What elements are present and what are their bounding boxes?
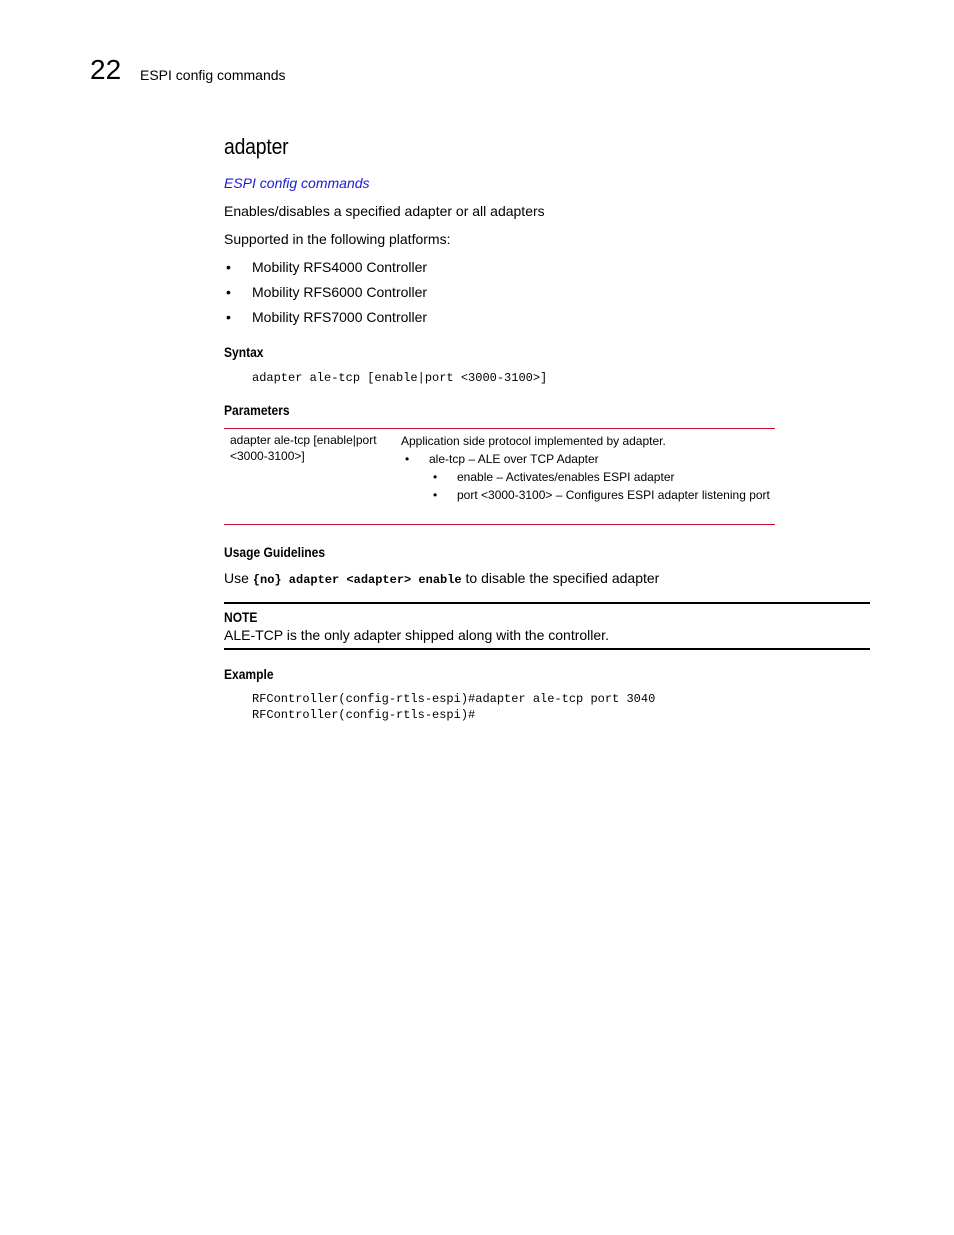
- list-item: [401, 450, 771, 468]
- bullet-text: port <3000-3100> – Configures ESPI adapter listening port: [457, 488, 770, 502]
- parameters-heading: Parameters: [224, 402, 290, 418]
- syntax-code: adapter ale-tcp [enable|port <3000-3100>]: [252, 371, 548, 385]
- example-heading: Example: [224, 666, 274, 682]
- list-item: • Mobility RFS7000 Controller: [224, 308, 427, 333]
- example-code-line: RFController(config-rtls-espi)#adapter ale-tcp port 3040: [252, 692, 656, 706]
- parameters-table: [224, 428, 775, 525]
- bullet-glyph: •: [433, 470, 438, 484]
- note-label: NOTE: [224, 609, 258, 625]
- example-code-line: RFController(config-rtls-espi)#: [252, 708, 476, 722]
- usage-suffix: to disable the specified adapter: [465, 570, 660, 586]
- parameter-description-cell: [401, 432, 771, 503]
- note-box: [224, 602, 870, 650]
- bullet-text: enable – Activates/enables ESPI adapter: [457, 470, 675, 484]
- usage-text: [224, 569, 659, 589]
- parameter-name-line: adapter ale-tcp [enable|port: [230, 433, 377, 447]
- parameter-description: Application side protocol implemented by adapter.: [401, 434, 666, 448]
- usage-heading: Usage Guidelines: [224, 544, 326, 560]
- platforms-intro: Supported in the following platforms:: [224, 231, 451, 247]
- note-text: ALE-TCP is the only adapter shipped along with the controller.: [224, 627, 609, 643]
- command-description: Enables/disables a specified adapter or all adapters: [224, 203, 545, 219]
- syntax-heading: Syntax: [224, 344, 264, 360]
- chapter-number: 22: [90, 54, 122, 85]
- usage-code: {no} adapter <adapter> enable: [252, 573, 462, 587]
- chapter-title: ESPI config commands: [140, 67, 286, 83]
- list-item: [401, 468, 771, 486]
- platform-list: [224, 258, 427, 333]
- parameter-name-line: <3000-3100>]: [230, 449, 305, 463]
- parameter-name-cell: [230, 432, 395, 464]
- list-item: • Mobility RFS6000 Controller: [224, 283, 427, 308]
- bullet-glyph: •: [433, 488, 438, 502]
- list-item: • Mobility RFS4000 Controller: [224, 258, 427, 283]
- list-item: [401, 486, 771, 503]
- page-title: adapter: [224, 134, 289, 159]
- usage-prefix: Use: [224, 570, 249, 586]
- parent-section-link[interactable]: ESPI config commands: [224, 175, 370, 191]
- bullet-glyph: •: [405, 452, 410, 466]
- bullet-text: ale-tcp – ALE over TCP Adapter: [429, 452, 599, 466]
